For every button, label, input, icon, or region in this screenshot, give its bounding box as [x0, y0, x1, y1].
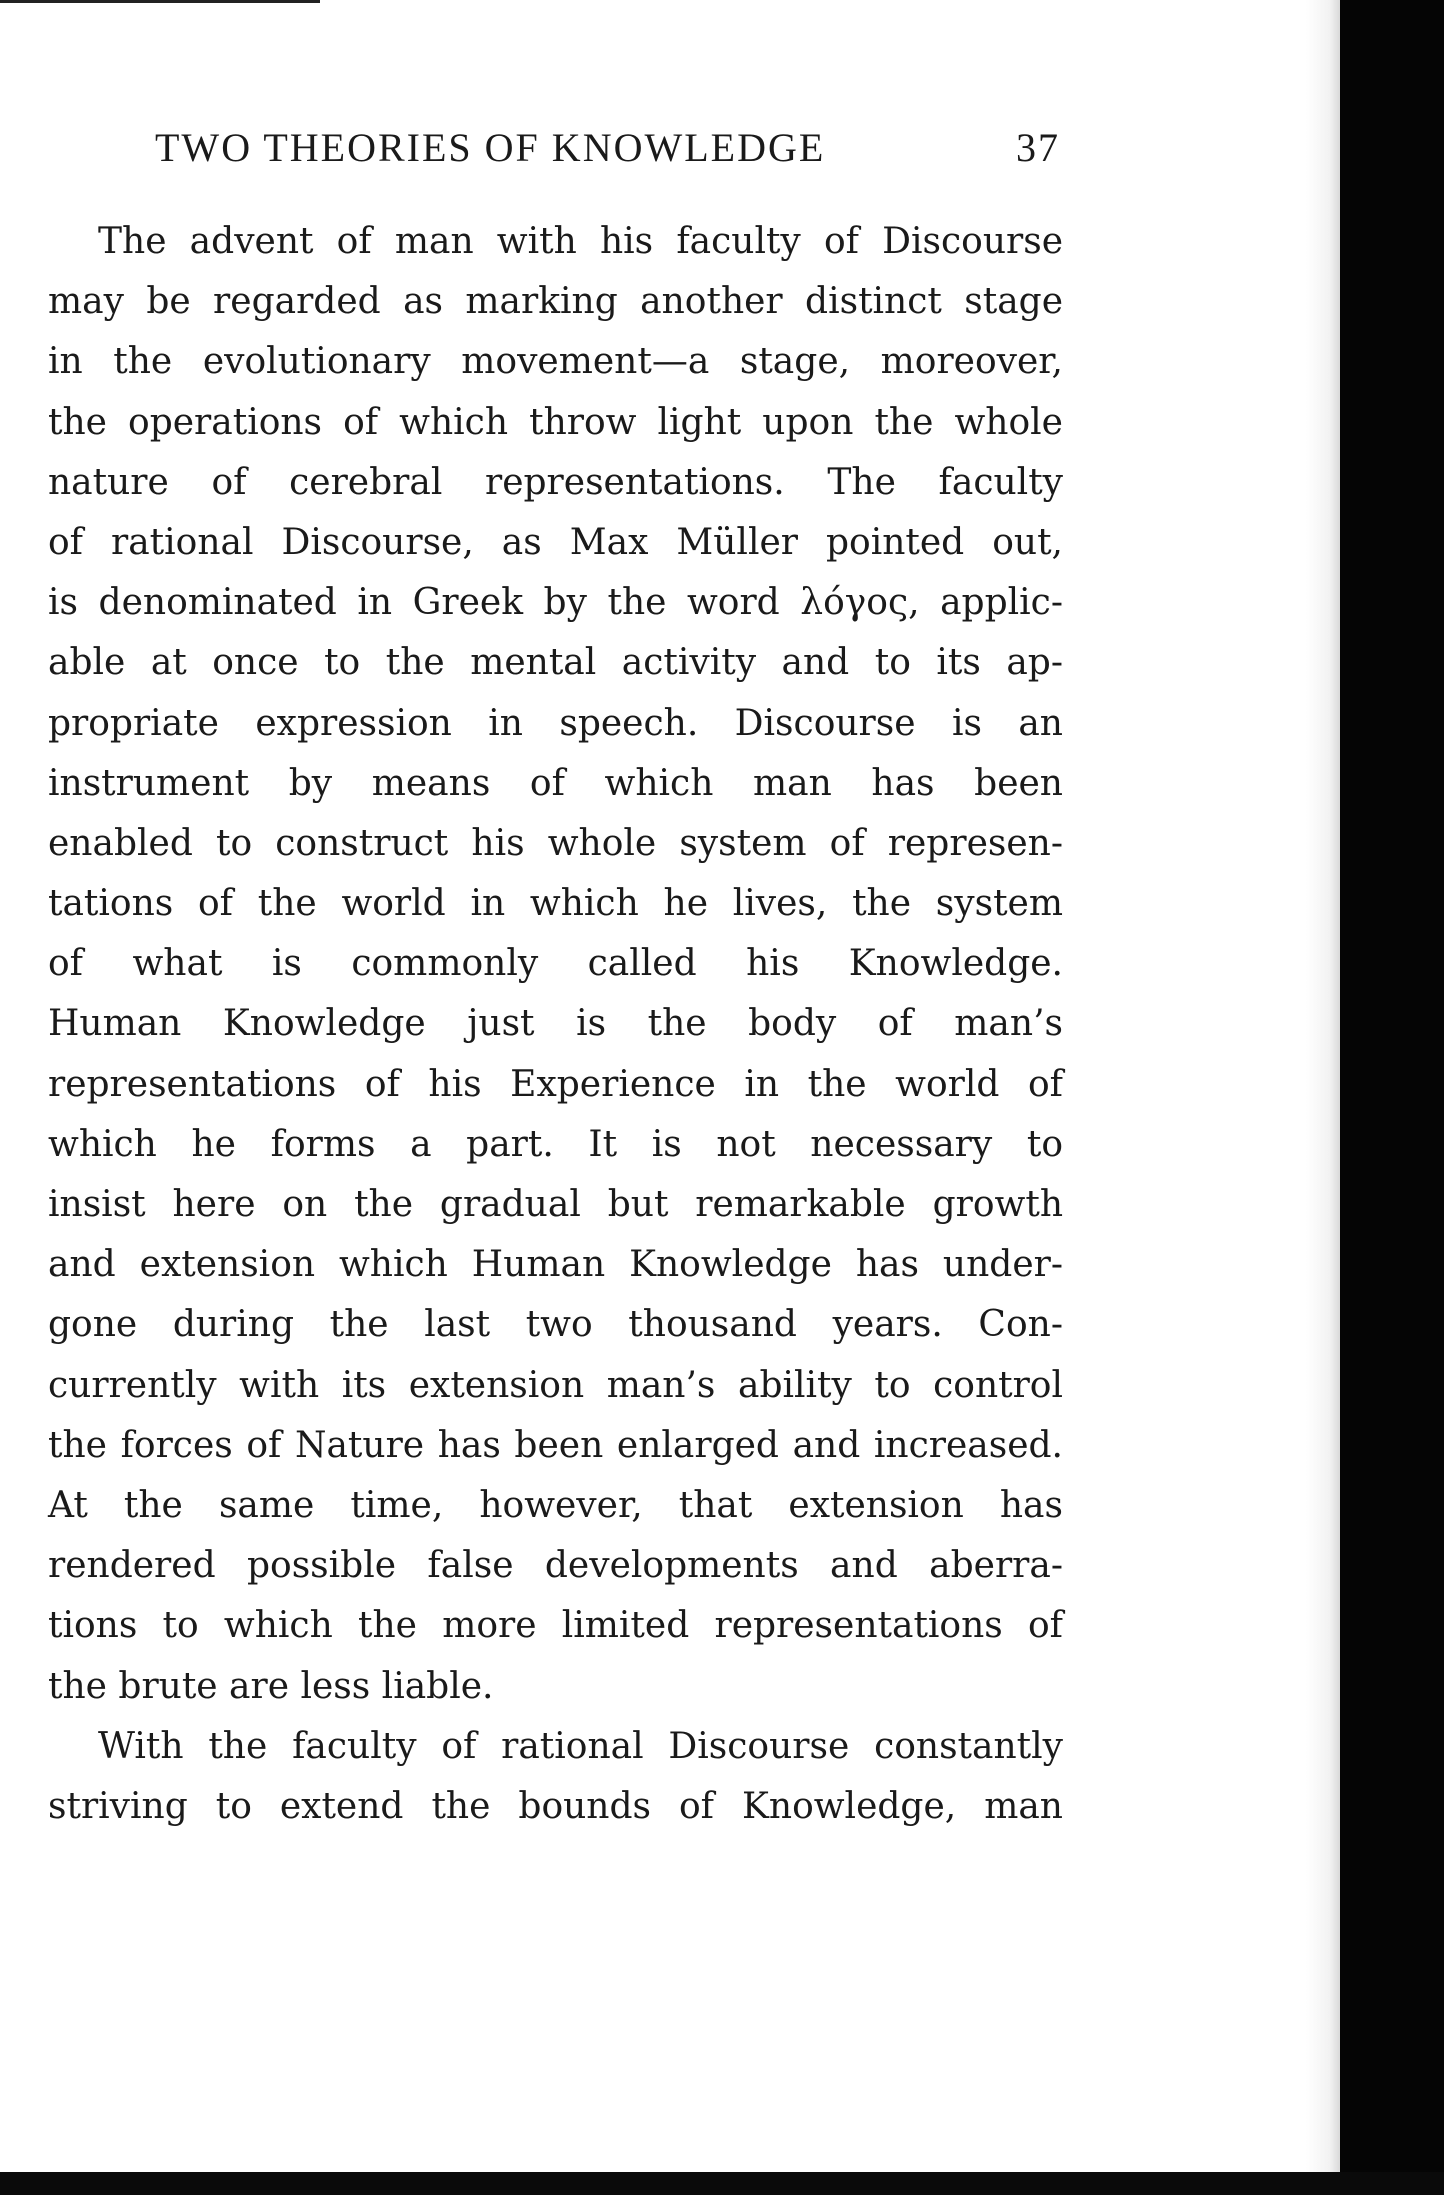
scan-edge-shadow	[1340, 0, 1444, 2195]
text-line: The advent of man with his faculty of Discourse	[98, 221, 1063, 262]
text-line: is denominated in Greek by the word λόγος, applic-	[48, 582, 1063, 624]
text-line: the operations of which throw light upon the whole	[48, 401, 1063, 443]
scan-bottom-band	[0, 2172, 1444, 2195]
top-rule	[0, 0, 320, 3]
text-line: currently with its extension man’s ability to control	[48, 1364, 1063, 1406]
text-line: the brute are less liable.	[48, 1665, 494, 1707]
text-line: enabled to construct his whole system of represen-	[48, 822, 1063, 864]
text-line: of what is commonly called his Knowledge.	[48, 943, 1063, 985]
paragraph-1	[48, 212, 1063, 1717]
body-text	[48, 212, 1063, 1837]
text-line: striving to extend the bounds of Knowledge, man	[48, 1785, 1063, 1827]
text-line: insist here on the gradual but remarkable growth	[48, 1184, 1063, 1225]
text-line: which he forms a part. It is not necessary to	[48, 1123, 1063, 1165]
page-edge-shading	[1306, 0, 1340, 2195]
text-line: gone during the last two thousand years. Con-	[48, 1304, 1063, 1346]
paragraph-2	[48, 1717, 1063, 1837]
text-line: may be regarded as marking another distinct stage	[48, 281, 1063, 323]
text-line: the forces of Nature has been enlarged and increased.	[48, 1424, 1063, 1466]
text-line: and extension which Human Knowledge has under-	[48, 1244, 1063, 1286]
running-head-title: TWO THEORIES OF KNOWLEDGE	[155, 125, 826, 170]
running-head	[155, 124, 1060, 174]
text-line: tions to which the more limited representations of	[48, 1605, 1063, 1647]
text-line: tations of the world in which he lives, the system	[48, 883, 1063, 925]
page-number: 37	[1016, 125, 1060, 170]
text-line: rendered possible false developments and aberra-	[48, 1545, 1063, 1587]
text-line: able at once to the mental activity and to its ap-	[48, 642, 1063, 684]
text-line: At the same time, however, that extension has	[48, 1484, 1063, 1526]
text-line: representations of his Experience in the world of	[48, 1063, 1063, 1105]
text-line: of rational Discourse, as Max Müller pointed out,	[48, 521, 1063, 563]
text-line: in the evolutionary movement—a stage, moreover,	[48, 341, 1063, 383]
text-line: With the faculty of rational Discourse constantly	[98, 1725, 1063, 1767]
text-line: Human Knowledge just is the body of man’s	[48, 1003, 1063, 1045]
text-line: propriate expression in speech. Discourse is an	[48, 702, 1063, 744]
text-line: instrument by means of which man has been	[48, 762, 1063, 804]
text-line: nature of cerebral representations. The faculty	[48, 461, 1063, 503]
